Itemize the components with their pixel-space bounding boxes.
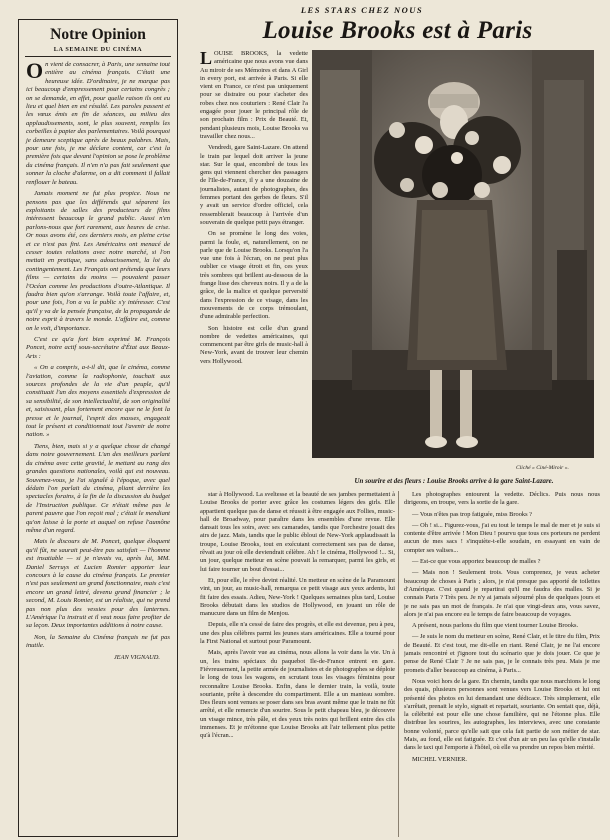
article-paragraph: — Je suis le nom du metteur en scène, René Clair, et le titre du film, Prix de Beauté. Et c'est tout, me dit-elle en riant. René Clair, je ne l'ai encore jamais rencontré et j'ignore tout du scénario que je dois jouer. Ce que je pense de René Clair ? Je ne sais pas, je le connais très peu. Mais je me promets d'aller beaucoup au cinéma, à Paris... [404, 633, 600, 674]
opinion-paragraph: « On a compris, a-t-il dit, que le cinéma, comme l'aviation, comme la radiophonie, touchait aux sources profondes de la vie d'un peuple, qu'il constituait l'un des moyens essentiels d'expression de sa sensibilité, de son intellectualité, de son originalité et, saisissant, plus fortement encore que ne le font la presse et le journal, l'esprit des masses, engageait tout le présent et conditionnait tout l'avenir de notre nation. » [26, 364, 170, 439]
opinion-paragraph: Tiens, bien, mais si y a quelque chose de changé dans notre gouvernement. L'un des meilleurs parlant du cinéma avec cette gravité, le mettant au rang des grandes questions nationales, voilà qui est nouveau. Souvenez-vous, je l'ai signalé à l'époque, avec quel dédain l'on parlait du cinéma, pliant derrière les spectacles forains, à la fin de la discussion du budget de l'Instruction publique. Ce n'était même pas le parent pauvre que l'on reçoit mal ; c'était le mendiant qu'on laisse à la porte et auquel on refuse l'aumône même d'un regard. [26, 442, 170, 534]
article-paragraph: star à Hollywood. La sveltesse et la beauté de ses jambes permettaient à Louise Brooks de porter avec grâce les costumes légers des girls. Elle appartient quelque pas de danse et réussit à être engagée aux Follies, music-hall de Broadway, pour paraître dans les ensembles d'une revue. Elle dansait tous les soirs, avec ses camarades, tandis que l'orchestre jouait des airs de jazz. Mais, tandis que le public ébloui de New-York applaudissait la troupe, Louise Brooks, tout en exécutant correctement ses pas de danse, rêvait au jour où elle deviendrait célèbre. Ah ! le cinéma, Hollywood !... Si, un jour, quelque metteur en scène pouvait la remarquer, parmi les girls, et lui faire tourner un bout d'essai... [200, 491, 395, 573]
opinion-body [19, 57, 177, 662]
column-divider [398, 491, 399, 837]
opinion-paragraph: Jamais moment ne fut plus propice. Nous ne pensons pas que les différends qui séparent les exploitants de salles des producteurs de films intéressent beaucoup le grand public. Aussi n'en parlons-nous que fort rarement, aux heures de crise. Or nous avons été, ces derniers mois, en pleine crise et ce n'est pas fini. Les Américains ont menacé de cesser toutes relations avec notre marché, si l'on mettait en pratique, sans adoucissement, la loi du contingentement. Les Français ont prétendu que leurs films — certains du moins — pouvaient passer l'Océan comme les productions d'outre-Atlantique. Il faudra bien qu'on s'arrange. Voilà toute l'affaire, et, pour une fois, l'on a vu le public s'y intéresser. C'est qu'il y va de la pensée française, de la propagande de notre esprit à travers le monde. L'affaire est, comme on le voit, d'importance. [26, 190, 170, 332]
article-paragraph: — Oh ! si... Figurez-vous, j'ai eu tout le temps le mal de mer et je suis si contente d'être arrivée ! Mon Dieu ! pourvu que tous ces porteurs ne perdent aucun de mes sacs ! s'inquiète-t-elle soudain, en essayant en vain de compter ses valises... [404, 521, 600, 554]
article-paragraph: Et, pour elle, le rêve devint réalité. Un metteur en scène de la Paramount vint, un jour, au music-hall, remarqua ce petit visage aux yeux ardents, lui fit faire des essais. Adieu, New-York ! Quelques semaines plus tard, Louise Brooks débutait dans les studios de Hollywood, en jouant un rôle de manucure dans un film de Menjou. [200, 576, 395, 618]
article-dropcap: L [200, 50, 213, 68]
article-paragraph: Les photographes entourent la vedette. Déclics. Puis nous nous dirigeons, en troupe, vers la sortie de la gare. [404, 491, 600, 507]
opinion-paragraph: C'est ce qu'a fort bien exprimé M. François Poncet, notre actif sous-secrétaire d'État aux Beaux-Arts : [26, 336, 170, 360]
opinion-paragraph: Non, la Semaine du Cinéma français ne fut pas inutile. [26, 633, 170, 650]
opinion-signature: JEAN VIGNAUD. [113, 653, 160, 661]
photo-caption: Un sourire et des fleurs : Louise Brooks arrive à la gare Saint-Lazare. [354, 478, 554, 485]
article-paragraph: — Vous n'êtes pas trop fatiguée, miss Brooks ? [412, 510, 533, 518]
opinion-text: n vient de consacrer, à Paris, une semaine tout entière au cinéma français. C'était une heureuse idée. D'ordinaire, je ne marque pas ici beaucoup d'empressement pour certains congrès ; on se demande, en effet, pour quelle raison ils ont eu lieu et quel bien en est résulté. Les paroles passent et les vœux émis en fin de séances, au milieu des applaudissements, sont, le plus souvent, remplis les corbeilles à papier des parlementaires. Voilà pourquoi je demeure sceptique après de beaux palabres. Mais, pour une fois, je me déclare content, car c'est la première fois que devant l'opinion se pose le problème du cinéma français. Il n'en n'a pas fait seulement que sonner la cloche d'alarme, on a dit comment il fallait renflouer le bateau. [26, 61, 171, 186]
article-paragraph: Nous voici hors de la gare. En chemin, tandis que nous marchions le long des quais, plusieurs personnes sont venues vers Louise Brooks et lui ont présenté des photos en lui demandant une dédicace. Très simplement, elle s'arrêtait, prenait le stylo, signait et repartait, souriante. On sentait que, déjà, la célébrité est pour elle une chose familière, qui ne l'étonne plus. Elle distribue les sourires, les autographes, les interviews, avec une constante bonne volonté, parce qu'elle sait que cela fait partie de son métier de star. Mais, au fond, elle est fatiguée. Et c'est d'un air un peu las qu'elle s'installe dans le taxi qui l'emporte à l'hôtel, où elle va prendre un repos bien mérité. [404, 677, 600, 752]
article-signature: MICHEL VERNIER. [412, 755, 468, 763]
photo-louise-brooks [312, 50, 594, 458]
article-column-2 [200, 491, 395, 837]
article-column-1 [200, 50, 308, 474]
article-paragraph: Mais, après l'avoir vue au cinéma, nous allons la voir dans la vie. Un à un, les trains spéciaux du paquebot Ile-de-France entrent en gare. Fiévreusement, la petite armée de journalistes et de photographes se déploie le long de tous les wagons, en scrutant tous les visages féminins pour reconnaître Louise Brooks. Enfin, dans le dernier train, la voilà, toute souriante, prête à descendre du compartiment. Elle a un manteau sombre. Des fleurs sont venues se poser dans ses bras avant même que le train ne fût arrêté, et elle remercie d'un sourire. Sous le petit chapeau bleu, je découvre un visage mince, très pâle, et des yeux très noirs qui brillent entre des cils immenses. Et je m'étonne que Louise Brooks ait l'air tellement plus petite qu'à l'écran... [200, 649, 395, 740]
article-text: OUISE BROOKS, la vedette américaine que nous avons vue dans Au miroir de ses Mémoires et dans A Girl in every port, est arrivée à Paris. Si elle vient en France, ce n'est pas uniquement pour se distraire ou pour s'acheter des robes chez nos couturiers : René Clair l'a engagée pour jouer le principal rôle de son prochain film : Prix de Beauté. Et, pendant plusieurs mois, Louise Brooks va travailler chez nous... [200, 50, 308, 140]
opinion-dropcap: O [26, 58, 44, 83]
article-paragraph: — Est-ce que vous apportez beaucoup de malles ? [412, 558, 541, 566]
article-paragraph [200, 50, 308, 141]
opinion-title: Notre Opinion [50, 26, 146, 43]
photo-credit: Cliché « Ciné-Miroir ». [516, 465, 569, 471]
opinion-subtitle: LA SEMAINE DU CINÉMA [53, 46, 143, 53]
opinion-box [18, 19, 178, 837]
article-paragraph: Son histoire est celle d'un grand nombre de vedettes américaines, qui commencent par être girls de music-hall à New-York, avant de trouver leur chemin vers Hollywood. [200, 324, 308, 365]
article-paragraph: On se promène le long des voies, parmi la foule, et, naturellement, on ne parle que de Louise Brooks. Lorsqu'on l'a vue une fois à l'écran, on ne peut plus oublier ce visage étroit et fin, ces yeux très sombres qui brillent au-dessous de la frange lisse des cheveux noirs. Il y a de la grâce, de la malice et quelque perversité dans l'expression de ce visage, dans les mouvements de ce corps trémoulant, d'une admirable perfection. [200, 230, 308, 321]
opinion-paragraph: Mais le discours de M. Poncet, quelque éloquent qu'il fût, ne saurait peut-être pas satisfait — l'homme est insatiable — si je n'avais vu, après lui, MM. Daniel Serruys et Lucien Romier apporter leur concours à la cause du cinéma français. Le premier n'est pas seulement un grand fonctionnaire, mais c'est encore un grand lettré, devenu grand financier ; le second, M. Louis Romier, est un réaliste, qui ne prend pas non plus des vessies pour des lanternes. L'Amérique l'a instruit et il veut nous faire profiter de sa leçon. Deux importantes additions à notre cause. [26, 538, 170, 630]
article-paragraph: — Mais non ! Seulement trois. Vous comprenez, je veux acheter beaucoup de choses à Paris ; alors, je n'ai presque pas apporté de toilettes d'Amérique. C'est quand je repartirai qu'il me faudra des malles. Si je connais Paris ? Très peu. Je n'y ai jamais séjourné plus de quelques jours et je ne sais pas un mot de français. Je n'ai que vingt-deux ans, vous savez, alors je n'ai pas encore eu le temps de faire beaucoup de voyages. [404, 569, 600, 618]
photo-illustration [312, 50, 594, 458]
running-head: LES STARS CHEZ NOUS [300, 5, 424, 15]
article-paragraph: Vendredi, gare Saint-Lazare. On attend le train par lequel doit arriver la jeune star. Sur le quai, encombré de tous les gens qui viennent chercher des passagers de l'Ile-de-France, il y a une douzaine de journalistes, autant de photographes, des femmes portant des gerbes de fleurs. S'il y avait un service d'ordre officiel, cela ressemblerait beaucoup à l'arrivée d'un souverain de quelque petit pays étranger. [200, 144, 308, 226]
article-paragraph: Depuis, elle n'a cessé de faire des progrès, et elle est devenue, peu à peu, une des plus célèbres parmi les jeunes stars américaines. Elle a tourné pour la First National et surtout pour Paramount. [200, 621, 395, 646]
article-paragraph: A présent, nous parlons du film que vient tourner Louise Brooks. [412, 622, 579, 630]
article-column-3 [404, 491, 600, 837]
opinion-paragraph [26, 58, 171, 187]
article-headline: Louise Brooks est à Paris [262, 17, 533, 44]
